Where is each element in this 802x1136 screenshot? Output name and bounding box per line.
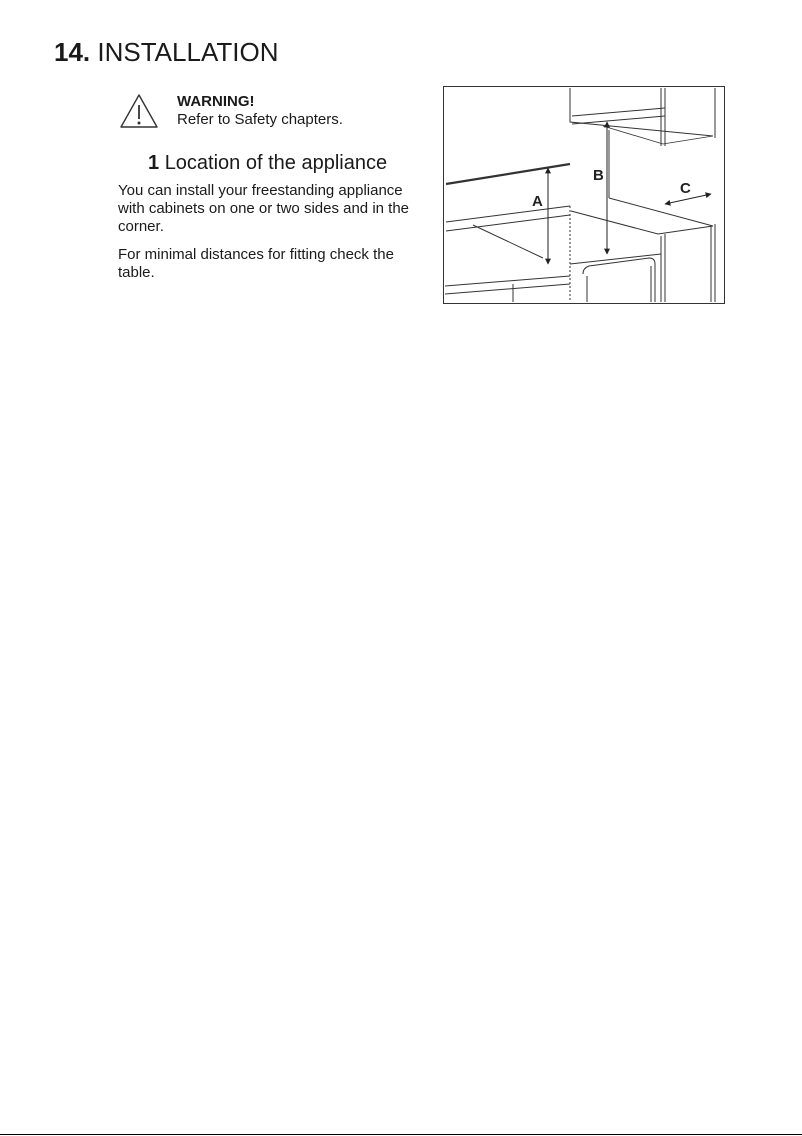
warning-message: Refer to Safety chapters. — [177, 111, 343, 128]
subsection-title — [148, 150, 387, 176]
warning-icon — [119, 93, 159, 129]
body-paragraph: For minimal distances for fitting check the table. — [118, 246, 394, 281]
warning-heading: WARNING! — [177, 93, 255, 110]
body-paragraph: You can install your freestanding appliance with cabinets on one or two sides and in the corner. — [118, 182, 410, 235]
subsection-title-text: Location of the appliance — [164, 152, 388, 174]
label-b: B — [593, 167, 604, 184]
page-bottom-rule — [0, 1134, 802, 1135]
section-number: 14. — [54, 37, 91, 67]
subsection-number: 1 — [148, 152, 160, 174]
warning-block — [177, 93, 343, 129]
section-title-text: INSTALLATION — [97, 37, 279, 67]
installation-diagram — [443, 86, 725, 304]
label-a: A — [532, 193, 543, 210]
label-c: C — [680, 180, 691, 197]
section-title — [54, 34, 278, 70]
